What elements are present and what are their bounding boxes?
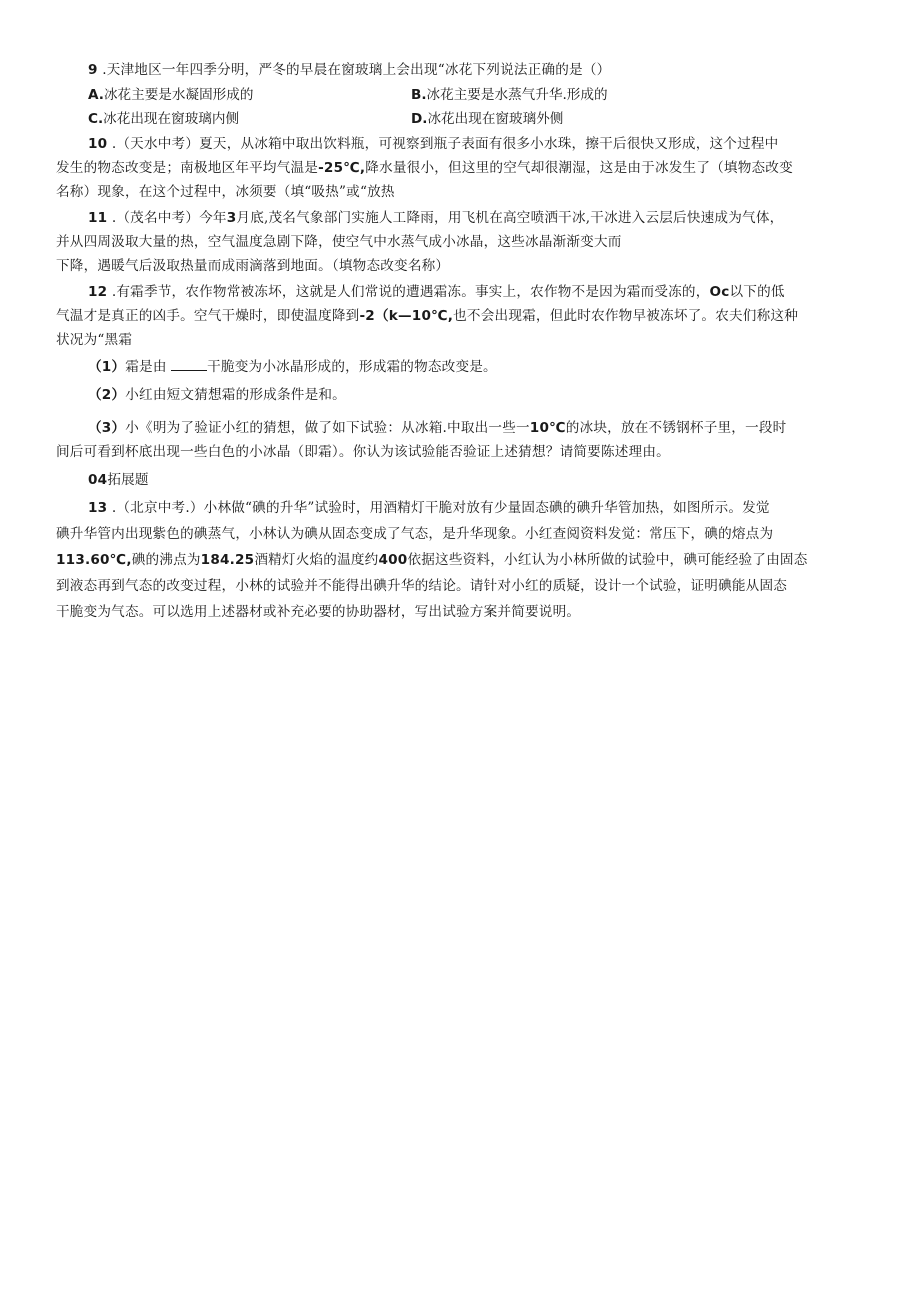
- question-number: 11: [88, 210, 108, 226]
- option-c: [88, 107, 239, 131]
- flame-temperature: 400: [378, 552, 408, 568]
- question-12-sub-1: [88, 355, 497, 379]
- question-text: 气温才是真正的凶手。空气干燥时，即使温度降到: [56, 308, 360, 324]
- option-text: 冰花主要是水凝固形成的: [103, 87, 254, 103]
- question-text: 干脆变为小冰晶形成的，形成霜的物态改变是。: [207, 359, 497, 375]
- question-13-line-3: [56, 548, 808, 572]
- question-13-line-1: [88, 496, 770, 520]
- question-11-line-1: [88, 206, 783, 230]
- question-text: 干脆变为气态。可以选用上述器材或补充必要的协助器材，写出试验方案并简要说明。: [56, 604, 581, 620]
- option-b: [411, 83, 608, 107]
- question-13-line-5: [56, 600, 580, 624]
- question-text: 依据这些资料，小红认为小林所做的试验中，碘可能经验了由固态: [407, 552, 808, 568]
- question-text: 碘升华管内出现紫色的碘蒸气，小林认为碘从固态变成了气态，是升华现象。小红查阅资料发觉：常压下，碘的熔点为: [56, 526, 774, 542]
- question-13-line-4: [56, 574, 787, 598]
- temperature-range: -2（k—10℃,: [359, 308, 454, 324]
- question-10-line-2: [56, 156, 793, 180]
- question-text: 到液态再到气态的改变过程，小林的试验并不能得出碘升华的结论。请针对小红的质疑，设计一个试验，证明碘能从固态: [56, 578, 788, 594]
- question-text: 发生的物态改变是；南极地区年平均气温是: [56, 160, 319, 176]
- question-text: 状况为“黑霜: [56, 332, 133, 348]
- question-12-sub-2: [88, 383, 346, 407]
- option-label: A.: [88, 87, 104, 103]
- question-number: 12: [88, 284, 108, 300]
- temperature-value: Oc: [709, 284, 730, 300]
- option-label: D.: [411, 111, 428, 127]
- question-text: 名称）现象，在这个过程中，冰须要（填“吸热”或“放热: [56, 184, 395, 200]
- question-text: .天津地区一年四季分明，严冬的早晨在窗玻璃上会出现“冰花下列说法正确的是（）: [97, 62, 611, 78]
- question-text: 碘的沸点为: [131, 552, 201, 568]
- question-12-sub-3-line-2: [56, 440, 670, 464]
- question-13-line-2: [56, 522, 773, 546]
- question-text: .（茂名中考）今年: [107, 210, 227, 226]
- question-12-line-3: [56, 328, 132, 352]
- question-number: 10: [88, 136, 108, 152]
- question-text: 以下的低: [729, 284, 785, 300]
- question-11-line-2: [56, 230, 622, 254]
- section-number: 04: [88, 472, 108, 488]
- section-heading: [88, 468, 149, 492]
- option-d: [411, 107, 563, 131]
- question-number: 13: [88, 500, 108, 516]
- melting-point: 113.60℃,: [56, 552, 132, 568]
- question-text: .有霜季节，农作物常被冻坏，这就是人们常说的遭遇霜冻。事实上，农作物不是因为霜而受冻的，: [107, 284, 710, 300]
- question-text: 霜是由: [125, 359, 167, 375]
- temperature-value: -25℃,: [318, 160, 366, 176]
- section-title: 拓展题: [107, 472, 149, 488]
- option-text: 冰花出现在窗玻璃内侧: [103, 111, 240, 127]
- question-text: 下降，遇暖气后汲取热量而成雨滴落到地面。（填物态改变名称）: [56, 258, 450, 274]
- month-number: 3: [226, 210, 237, 226]
- question-text: 并从四周汲取大量的热，空气温度急剧下降，使空气中水蒸气成小冰晶，这些冰晶渐渐变大而: [56, 234, 622, 250]
- question-10-line-3: [56, 180, 395, 204]
- question-text: 降水量很小，但这里的空气却很潮湿，这是由于冰发生了（填物态改变: [365, 160, 793, 176]
- option-text: 冰花主要是水蒸气升华.形成的: [426, 87, 608, 103]
- question-12-line-2: [56, 304, 798, 328]
- question-text: 的冰块，放在不锈钢杯子里，一段时: [565, 420, 787, 436]
- question-number: 9: [88, 62, 98, 78]
- question-text: 间后可看到杯底出现一些白色的小冰晶（即霜）。你认为该试验能否验证上述猜想？请简要陈述理由。: [56, 444, 670, 460]
- temperature-value: 10℃: [529, 420, 566, 436]
- question-text: .（天水中考）夏天，从冰箱中取出饮料瓶，可视察到瓶子表面有很多小水珠，擦干后很快又形成，这个过程中: [107, 136, 779, 152]
- boiling-point: 184.25: [200, 552, 255, 568]
- question-text: 月底,茂名气象部门实施人工降雨，用飞机在高空喷洒干冰,干冰进入云层后快速成为气体，: [236, 210, 784, 226]
- sub-question-number: （3）: [88, 420, 126, 436]
- option-text: 冰花出现在窗玻璃外侧: [427, 111, 564, 127]
- answer-blank: [171, 358, 207, 371]
- option-label: B.: [411, 87, 427, 103]
- question-text: 小红由短文猜想霜的形成条件是和。: [125, 387, 346, 403]
- question-11-line-3: [56, 254, 449, 278]
- option-label: C.: [88, 111, 104, 127]
- question-9-stem: [88, 58, 610, 82]
- sub-question-number: （1）: [88, 359, 126, 375]
- question-12-line-1: [88, 280, 785, 304]
- sub-question-number: （2）: [88, 387, 126, 403]
- question-text: 小《明为了验证小红的猜想，做了如下试验：从冰箱.中取出一些一: [125, 420, 530, 436]
- question-12-sub-3-line-1: [88, 416, 786, 440]
- question-text: .（北京中考.）小林做“碘的升华”试验时，用酒精灯干脆对放有少量固态碘的碘升华管加热，如图所示。发觉: [107, 500, 770, 516]
- option-a: [88, 83, 253, 107]
- question-text: 也不会出现霜，但此时农作物早被冻坏了。农夫们称这种: [453, 308, 798, 324]
- question-text: 酒精灯火焰的温度约: [254, 552, 379, 568]
- question-10-line-1: [88, 132, 778, 156]
